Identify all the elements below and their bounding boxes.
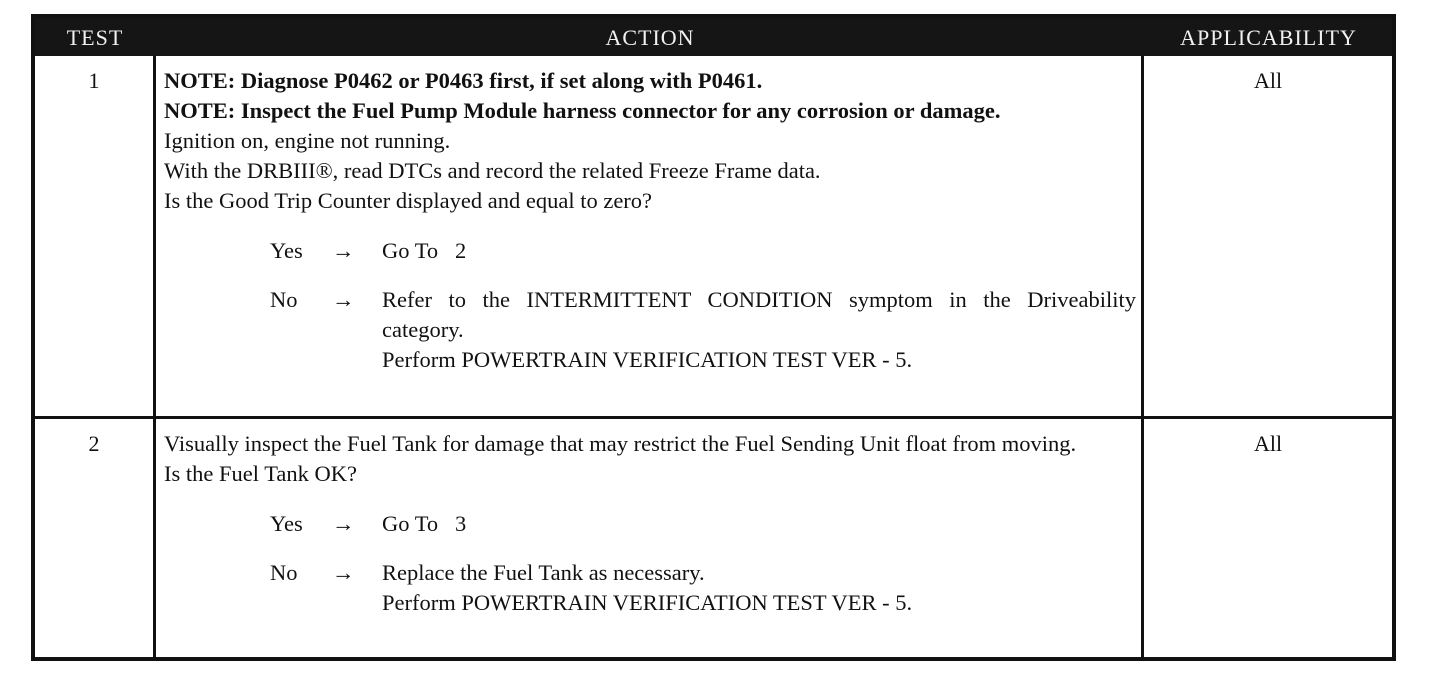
no-result-line: Perform POWERTRAIN VERIFICATION TEST VER - 5. — [382, 347, 913, 372]
header-test: TEST — [66, 25, 124, 50]
yes-label: Yes — [270, 511, 303, 536]
arrow-icon: → — [332, 511, 355, 536]
arrow-icon: → — [332, 287, 355, 312]
table-header — [35, 18, 1392, 56]
yes-option — [270, 509, 1136, 539]
arrow-icon: → — [332, 238, 355, 263]
note-text: NOTE: Diagnose P0462 or P0463 first, if set along with P0461. — [164, 68, 763, 93]
question-text: Is the Fuel Tank OK? — [164, 461, 357, 486]
yes-result: Go To 3 — [382, 511, 467, 536]
test-number: 1 — [88, 68, 100, 93]
step-text: Ignition on, engine not running. — [164, 128, 451, 153]
yes-option — [270, 236, 1136, 266]
no-result — [382, 558, 1136, 618]
no-result-line: Replace the Fuel Tank as necessary. — [382, 560, 705, 585]
table-row — [35, 419, 1392, 657]
no-result-line: Perform POWERTRAIN VERIFICATION TEST VER - 5. — [382, 590, 913, 615]
no-label: No — [270, 560, 298, 585]
no-option — [270, 558, 1136, 618]
no-result-line: Refer to the INTERMITTENT CONDITION symptom in the Driveability category. — [382, 287, 1136, 342]
action-cell — [164, 429, 1136, 618]
applicability-value: All — [1253, 431, 1283, 456]
diagnostic-table — [31, 14, 1396, 661]
arrow-icon: → — [332, 560, 355, 585]
test-number: 2 — [88, 431, 100, 456]
no-option — [270, 285, 1136, 375]
step-text: With the DRBIII®, read DTCs and record the related Freeze Frame data. — [164, 158, 821, 183]
question-text: Is the Good Trip Counter displayed and equal to zero? — [164, 188, 653, 213]
header-action: ACTION — [605, 25, 695, 50]
action-cell — [164, 66, 1136, 375]
applicability-value: All — [1253, 68, 1283, 93]
note-text: NOTE: Inspect the Fuel Pump Module harness connector for any corrosion or damage. — [164, 98, 1001, 123]
table-row — [35, 56, 1392, 419]
no-label: No — [270, 287, 298, 312]
step-text: Visually inspect the Fuel Tank for damage that may restrict the Fuel Sending Unit float from moving. — [164, 431, 1077, 456]
header-applicability: APPLICABILITY — [1180, 25, 1357, 50]
yes-result: Go To 2 — [382, 238, 467, 263]
yes-label: Yes — [270, 238, 303, 263]
no-result — [382, 285, 1136, 375]
